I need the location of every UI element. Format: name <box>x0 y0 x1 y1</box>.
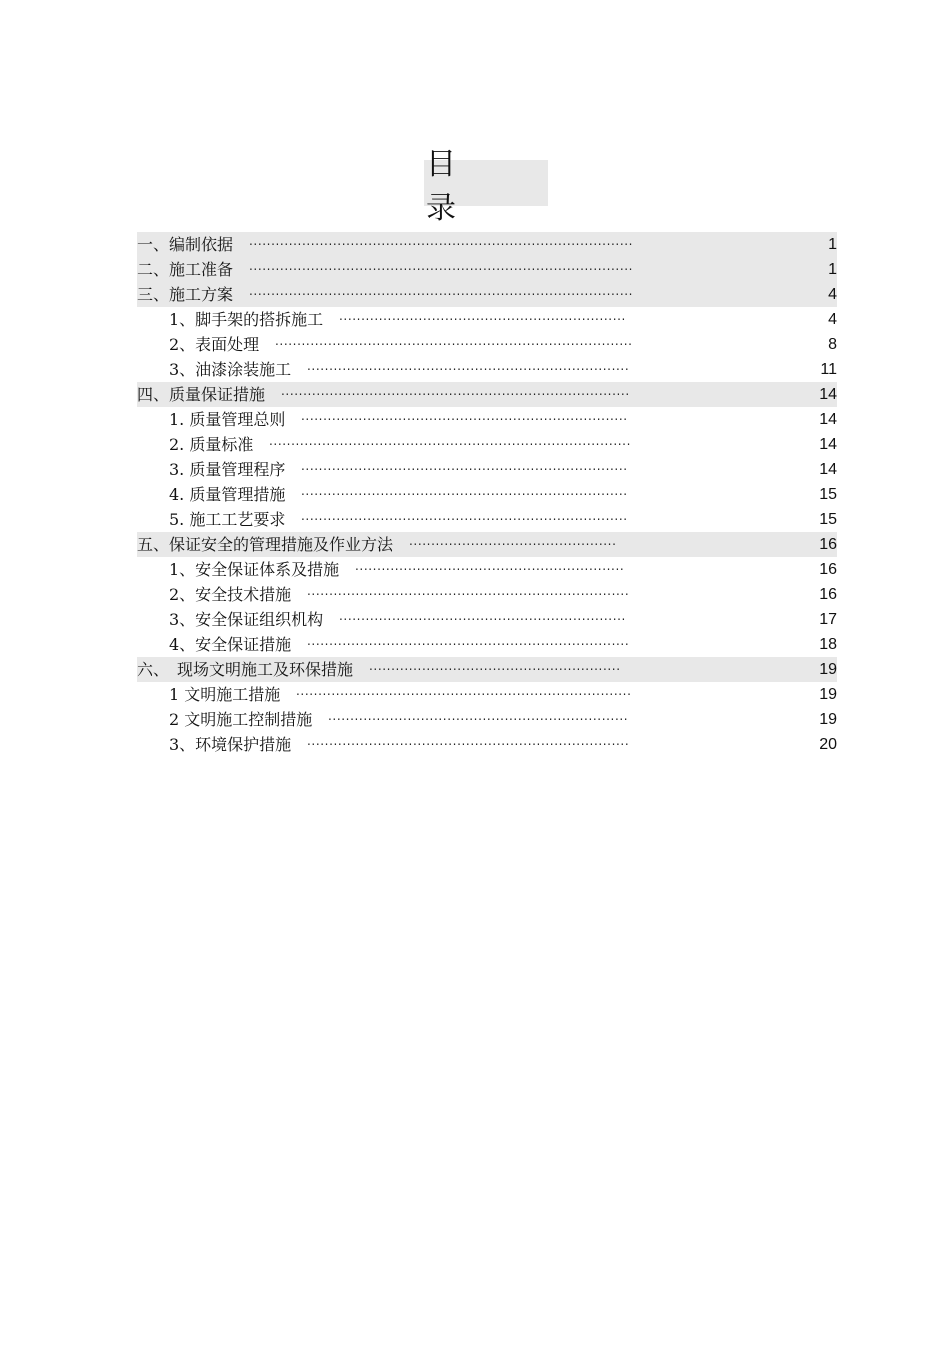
toc-entry-page: 15 <box>819 511 837 528</box>
toc-leader-dots: ......................................................................... <box>307 584 630 598</box>
toc-entry-page: 14 <box>819 461 837 478</box>
toc-entry-page: 8 <box>828 336 837 353</box>
toc-entry-title: 3. 质量管理程序 <box>169 460 286 479</box>
toc-entry-title: 3、油漆涂装施工 <box>169 360 292 379</box>
toc-entry-title: 2、表面处理 <box>169 335 260 354</box>
toc-entry-title: 1、脚手架的搭拆施工 <box>169 310 324 329</box>
toc-leader-dots: .......................................................................... <box>301 459 628 473</box>
toc-entry-page: 16 <box>819 561 837 578</box>
toc-leader-dots: ......................................................................... <box>307 734 630 748</box>
toc-leader-dots: ....................................................................................... <box>249 284 634 298</box>
toc-entry-page: 15 <box>819 486 837 503</box>
toc-leader-dots: ............................................................................ <box>296 684 632 698</box>
toc-entry-page: 14 <box>819 411 837 428</box>
toc-entry-title: 1 文明施工措施 <box>169 685 281 704</box>
toc-entry[interactable] <box>137 732 837 757</box>
toc-leader-dots: ......................................................................... <box>307 634 630 648</box>
toc-entry-page: 4 <box>828 311 837 328</box>
toc-entry-title: 2、安全技术措施 <box>169 585 292 604</box>
toc-entry-title: 五、保证安全的管理措施及作业方法 <box>137 535 394 554</box>
document-title: 目 录 <box>426 147 566 226</box>
toc-leader-dots: ............................................................. <box>355 559 625 573</box>
toc-leader-dots: ......................................................... <box>369 659 621 673</box>
toc-leader-dots: ............................................... <box>409 534 617 548</box>
toc-leader-dots: .......................................................................... <box>301 484 628 498</box>
toc-entry-title: 5. 施工工艺要求 <box>169 510 286 529</box>
toc-leader-dots: ....................................................................................... <box>249 234 634 248</box>
toc-entry-page: 20 <box>819 736 837 753</box>
toc-entry-title: 2. 质量标准 <box>169 435 254 454</box>
toc-entry-title: 2 文明施工控制措施 <box>169 710 313 729</box>
toc-leader-dots: ....................................................................................... <box>249 259 634 273</box>
toc-entry-page: 19 <box>819 686 837 703</box>
toc-entry-page: 11 <box>820 361 837 378</box>
toc-entry-title: 4. 质量管理措施 <box>169 485 286 504</box>
toc-leader-dots: .................................................................................. <box>269 434 631 448</box>
toc-leader-dots: ............................................................................... <box>281 384 630 398</box>
toc-entry-page: 16 <box>819 586 837 603</box>
toc-leader-dots: .......................................................................... <box>301 409 628 423</box>
table-of-contents <box>137 232 837 757</box>
toc-entry-page: 17 <box>819 611 837 628</box>
toc-entry-title: 1、安全保证体系及措施 <box>169 560 340 579</box>
toc-leader-dots: .................................................................... <box>328 709 629 723</box>
toc-entry-title: 4、安全保证措施 <box>169 635 292 654</box>
toc-entry-page: 1 <box>828 261 837 278</box>
toc-entry-page: 14 <box>819 386 837 403</box>
toc-entry-title: 1. 质量管理总则 <box>169 410 286 429</box>
toc-leader-dots: ................................................................. <box>339 309 626 323</box>
toc-entry-title: 四、质量保证措施 <box>137 385 266 404</box>
toc-entry-title: 六、 现场文明施工及环保措施 <box>137 660 354 679</box>
toc-entry-page: 14 <box>819 436 837 453</box>
toc-leader-dots: ................................................................................. <box>275 334 633 348</box>
toc-entry-page: 19 <box>819 661 837 678</box>
toc-entry-page: 16 <box>819 536 837 553</box>
toc-entry-page: 1 <box>828 236 837 253</box>
toc-entry-title: 二、施工准备 <box>137 260 234 279</box>
toc-entry-title: 一、编制依据 <box>137 235 234 254</box>
toc-entry-page: 19 <box>819 711 837 728</box>
toc-leader-dots: .......................................................................... <box>301 509 628 523</box>
toc-leader-dots: ......................................................................... <box>307 359 630 373</box>
toc-entry-page: 4 <box>828 286 837 303</box>
toc-entry-title: 三、施工方案 <box>137 285 234 304</box>
toc-entry-title: 3、环境保护措施 <box>169 735 292 754</box>
toc-entry-page: 18 <box>819 636 837 653</box>
toc-entry-title: 3、安全保证组织机构 <box>169 610 324 629</box>
toc-leader-dots: ................................................................. <box>339 609 626 623</box>
